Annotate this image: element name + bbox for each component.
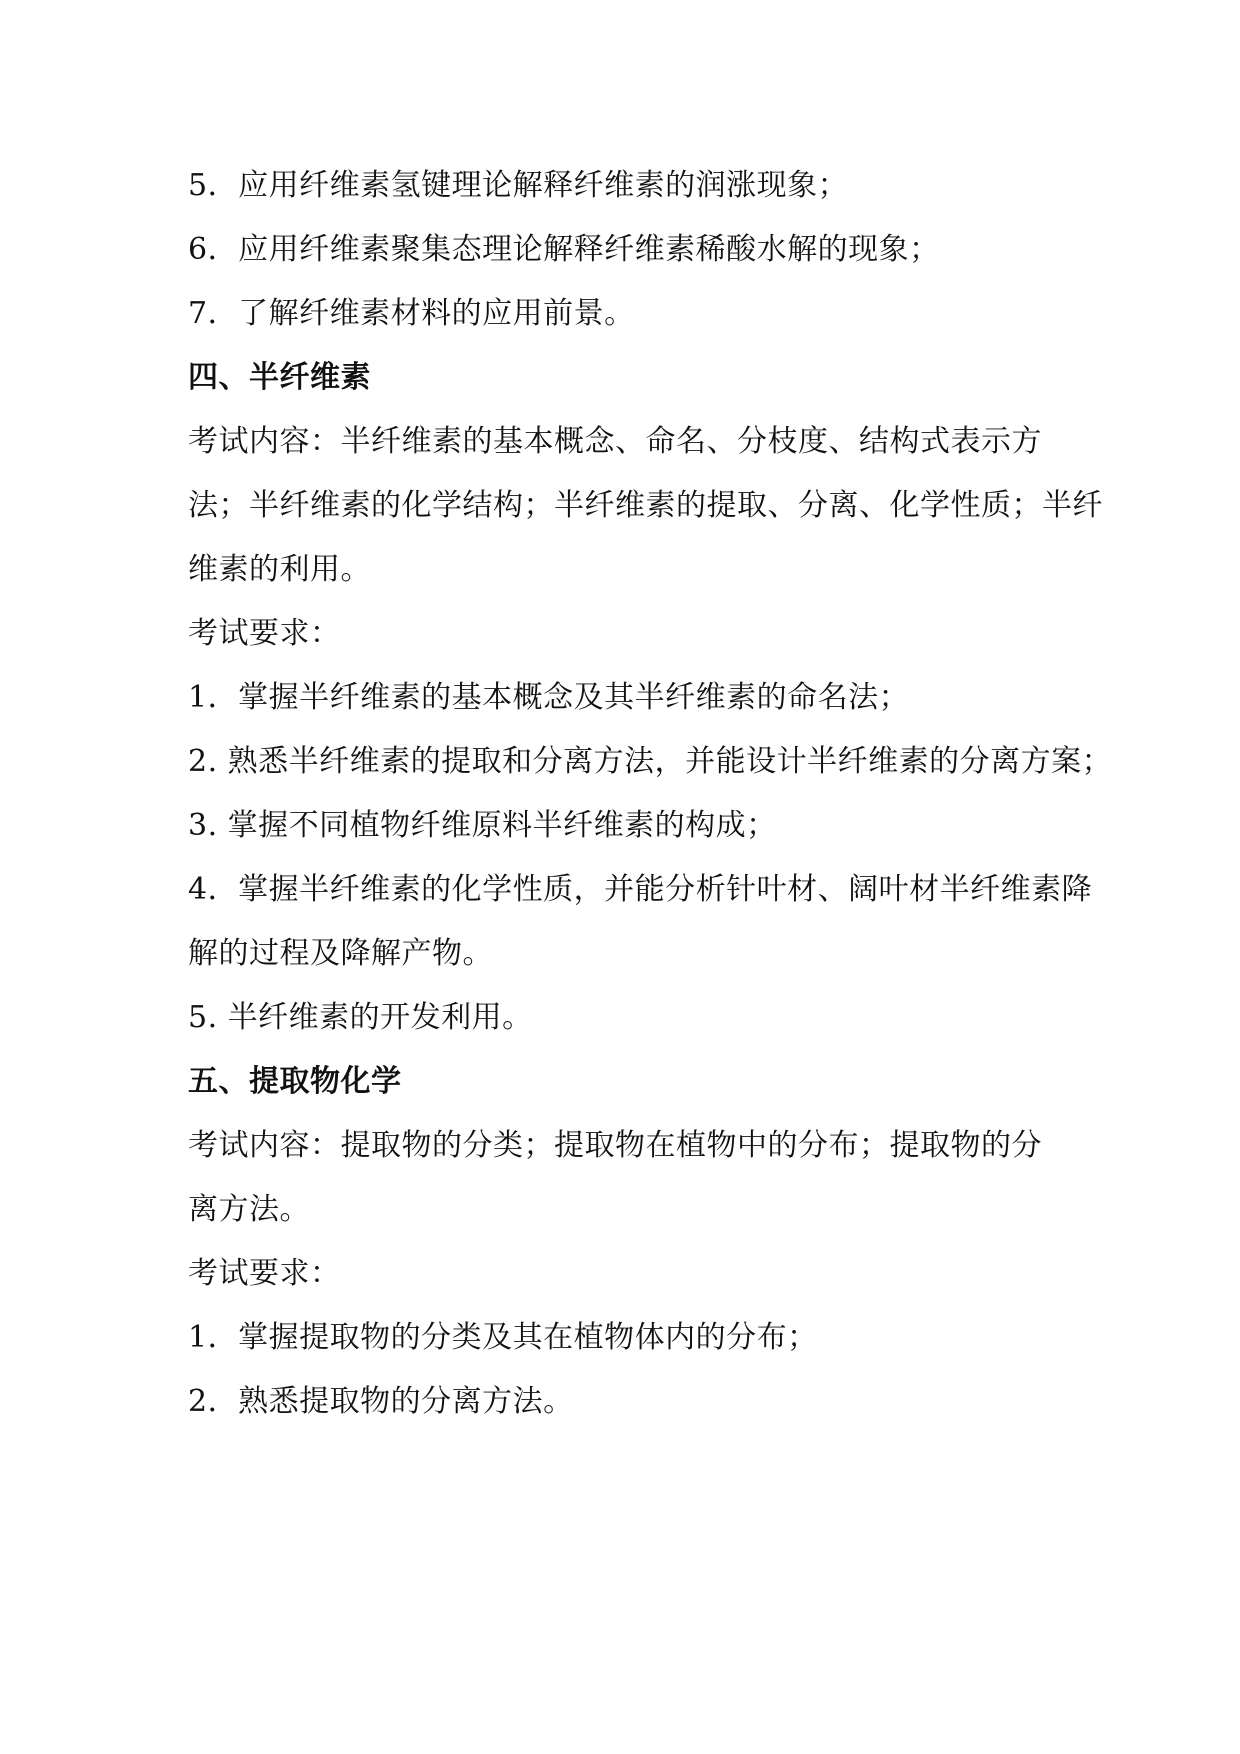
exam-requirements-label: 考试要求： <box>188 616 341 651</box>
list-item: 1．掌握半纤维素的基本概念及其半纤维素的命名法； <box>188 680 910 715</box>
list-item: 2. 熟悉半纤维素的提取和分离方法，并能设计半纤维素的分离方案； <box>188 744 1113 779</box>
exam-requirements-label: 考试要求： <box>188 1256 341 1291</box>
section-heading-extractives: 五、提取物化学 <box>188 1064 402 1099</box>
list-item: 6．应用纤维素聚集态理论解释纤维素稀酸水解的现象； <box>188 232 940 267</box>
exam-content-line: 考试内容：半纤维素的基本概念、命名、分枝度、结构式表示方 <box>188 424 1042 459</box>
section-heading-hemicellulose: 四、半纤维素 <box>188 360 371 395</box>
exam-content-line: 考试内容：提取物的分类；提取物在植物中的分布；提取物的分 <box>188 1128 1042 1163</box>
list-item: 7．了解纤维素材料的应用前景。 <box>188 296 635 331</box>
list-item: 5．应用纤维素氢键理论解释纤维素的润涨现象； <box>188 168 849 203</box>
list-item: 1．掌握提取物的分类及其在植物体内的分布； <box>188 1320 818 1355</box>
list-item: 5. 半纤维素的开发利用。 <box>188 1000 533 1035</box>
list-item: 2．熟悉提取物的分离方法。 <box>188 1384 574 1419</box>
exam-content-line: 法；半纤维素的化学结构；半纤维素的提取、分离、化学性质；半纤 <box>188 488 1103 523</box>
exam-content-line: 离方法。 <box>188 1192 310 1227</box>
exam-content-line: 维素的利用。 <box>188 552 371 587</box>
list-item: 解的过程及降解产物。 <box>188 936 493 971</box>
list-item: 3. 掌握不同植物纤维原料半纤维素的构成； <box>188 808 777 843</box>
list-item: 4．掌握半纤维素的化学性质，并能分析针叶材、阔叶材半纤维素降 <box>188 872 1093 907</box>
